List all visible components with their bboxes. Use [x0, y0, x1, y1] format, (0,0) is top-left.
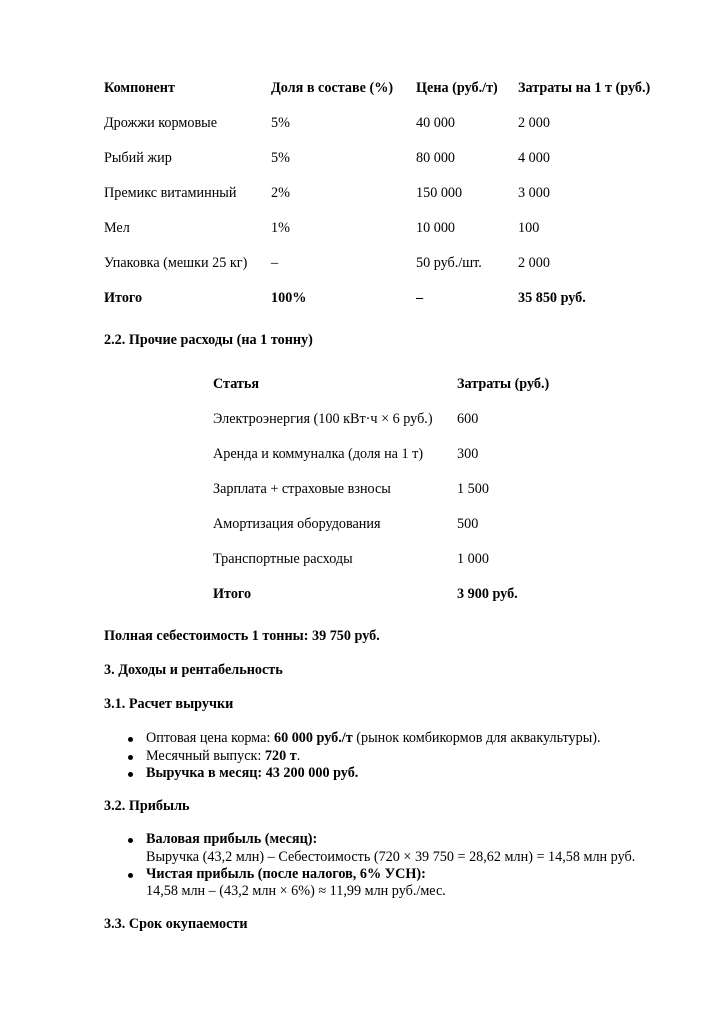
- table-cell: 40 000: [416, 115, 456, 131]
- section-3-heading: 3. Доходы и рентабельность: [104, 662, 283, 678]
- full-cost-line: Полная себестоимость 1 тонны: 39 750 руб.: [104, 628, 380, 644]
- list-item: Месячный выпуск: 720 т.: [146, 748, 301, 764]
- table-cell: 5%: [271, 115, 290, 131]
- table1-total-share: 100%: [271, 290, 307, 306]
- table-cell: 10 000: [416, 220, 456, 236]
- table-cell: 5%: [271, 150, 290, 166]
- table1-total-label: Итого: [104, 290, 143, 306]
- table-cell: 500: [457, 516, 479, 532]
- table-cell: –: [271, 255, 279, 271]
- table-cell: 2%: [271, 185, 290, 201]
- gross-profit-text: Выручка (43,2 млн) – Себестоимость (720 × 39 750 = 28,62 млн) = 14,58 млн руб.: [146, 849, 636, 865]
- bullet-icon: [128, 755, 133, 760]
- net-profit-title: Чистая прибыль (после налогов, 6% УСН):: [146, 866, 426, 882]
- net-profit-text: 14,58 млн – (43,2 млн × 6%) ≈ 11,99 млн руб./мес.: [146, 883, 446, 899]
- table-cell: 100: [518, 220, 540, 236]
- table-cell: 600: [457, 411, 479, 427]
- table-cell: 1 000: [457, 551, 489, 567]
- table1-header-component: Компонент: [104, 80, 175, 96]
- table2-total-label: Итого: [213, 586, 252, 602]
- table-cell: Мел: [104, 220, 130, 236]
- table-cell: 2 000: [518, 115, 550, 131]
- table1-total-price: –: [416, 290, 424, 306]
- gross-profit-title: Валовая прибыль (месяц):: [146, 831, 318, 847]
- bullet-icon: [128, 838, 133, 843]
- table1-header-cost: Затраты на 1 т (руб.): [518, 80, 651, 96]
- table-cell: 80 000: [416, 150, 456, 166]
- table-cell: Зарплата + страховые взносы: [213, 481, 391, 497]
- table-cell: Транспортные расходы: [213, 551, 353, 567]
- bullet-icon: [128, 737, 133, 742]
- table-cell: Электроэнергия (100 кВт·ч × 6 руб.): [213, 411, 433, 427]
- table-cell: Дрожжи кормовые: [104, 115, 218, 131]
- table-cell: 2 000: [518, 255, 550, 271]
- table-cell: 3 000: [518, 185, 550, 201]
- table-cell: 1%: [271, 220, 290, 236]
- table-cell: Рыбий жир: [104, 150, 172, 166]
- table-cell: 4 000: [518, 150, 550, 166]
- table-cell: Амортизация оборудования: [213, 516, 381, 532]
- table2-header-item: Статья: [213, 376, 260, 392]
- section-3-3-heading: 3.3. Срок окупаемости: [104, 916, 248, 932]
- bullet-icon: [128, 772, 133, 777]
- table-cell: 1 500: [457, 481, 489, 497]
- table-cell: Премикс витаминный: [104, 185, 237, 201]
- table2-header-cost: Затраты (руб.): [457, 376, 550, 392]
- table1-header-price: Цена (руб./т): [416, 80, 498, 96]
- table-cell: 300: [457, 446, 479, 462]
- bullet-icon: [128, 873, 133, 878]
- table2-total-cost: 3 900 руб.: [457, 586, 518, 602]
- table-cell: 50 руб./шт.: [416, 255, 482, 271]
- table-cell: Упаковка (мешки 25 кг): [104, 255, 248, 271]
- table1-total-cost: 35 850 руб.: [518, 290, 586, 306]
- table1-header-share: Доля в составе (%): [271, 80, 394, 96]
- section-3-1-heading: 3.1. Расчет выручки: [104, 696, 234, 712]
- section-2-2-heading: 2.2. Прочие расходы (на 1 тонну): [104, 332, 313, 348]
- section-3-2-heading: 3.2. Прибыль: [104, 798, 190, 814]
- table-cell: 150 000: [416, 185, 463, 201]
- table-cell: Аренда и коммуналка (доля на 1 т): [213, 446, 424, 462]
- list-item: Выручка в месяц: 43 200 000 руб.: [146, 765, 359, 781]
- list-item: Оптовая цена корма: 60 000 руб./т (рынок комбикормов для аквакультуры).: [146, 730, 601, 746]
